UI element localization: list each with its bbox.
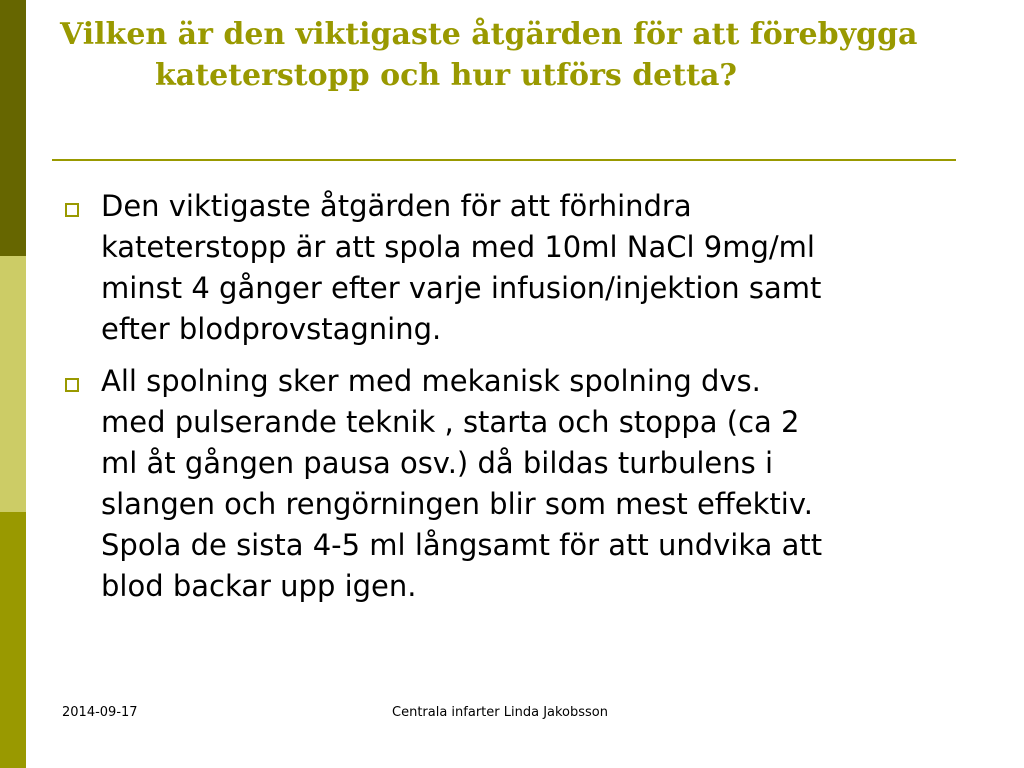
bullet-1-line-1: Den viktigaste åtgärden för att förhindra: [101, 189, 692, 223]
bullet-1-line-2: kateterstopp är att spola med 10ml NaCl 9mg/ml: [101, 230, 815, 264]
slide-title-line-1: Vilken är den viktigaste åtgärden för att förebygga: [60, 17, 918, 52]
bullet-1-line-3: minst 4 gånger efter varje infusion/injektion samt: [101, 271, 822, 305]
footer-author: Centrala infarter Linda Jakobsson: [392, 705, 608, 720]
decorative-stripe-middle: [0, 256, 26, 512]
bullet-2-line-5: Spola de sista 4-5 ml långsamt för att undvika att: [101, 528, 823, 562]
bullet-2-line-4: slangen och rengörningen blir som mest effektiv.: [101, 487, 813, 521]
title-divider: [52, 159, 956, 161]
footer-date: 2014-09-17: [62, 705, 138, 720]
square-bullet-icon: [65, 203, 79, 217]
slide-title-line-2: kateterstopp och hur utförs detta?: [155, 58, 737, 93]
bullet-1-line-4: efter blodprovstagning.: [101, 312, 442, 346]
decorative-stripe-top: [0, 0, 26, 256]
bullet-item-1: [62, 186, 982, 350]
bullet-2-line-3: ml åt gången pausa osv.) då bildas turbulens i: [101, 446, 774, 480]
square-bullet-icon: [65, 378, 79, 392]
slide-title: [60, 14, 960, 96]
bullet-2-line-2: med pulserande teknik , starta och stoppa (ca 2: [101, 405, 800, 439]
bullet-2-line-1: All spolning sker med mekanisk spolning dvs.: [101, 364, 761, 398]
bullet-2-line-6: blod backar upp igen.: [101, 569, 417, 603]
bullet-item-2: [62, 361, 982, 607]
decorative-stripe-bottom: [0, 512, 26, 768]
bullet-list: [62, 186, 982, 618]
